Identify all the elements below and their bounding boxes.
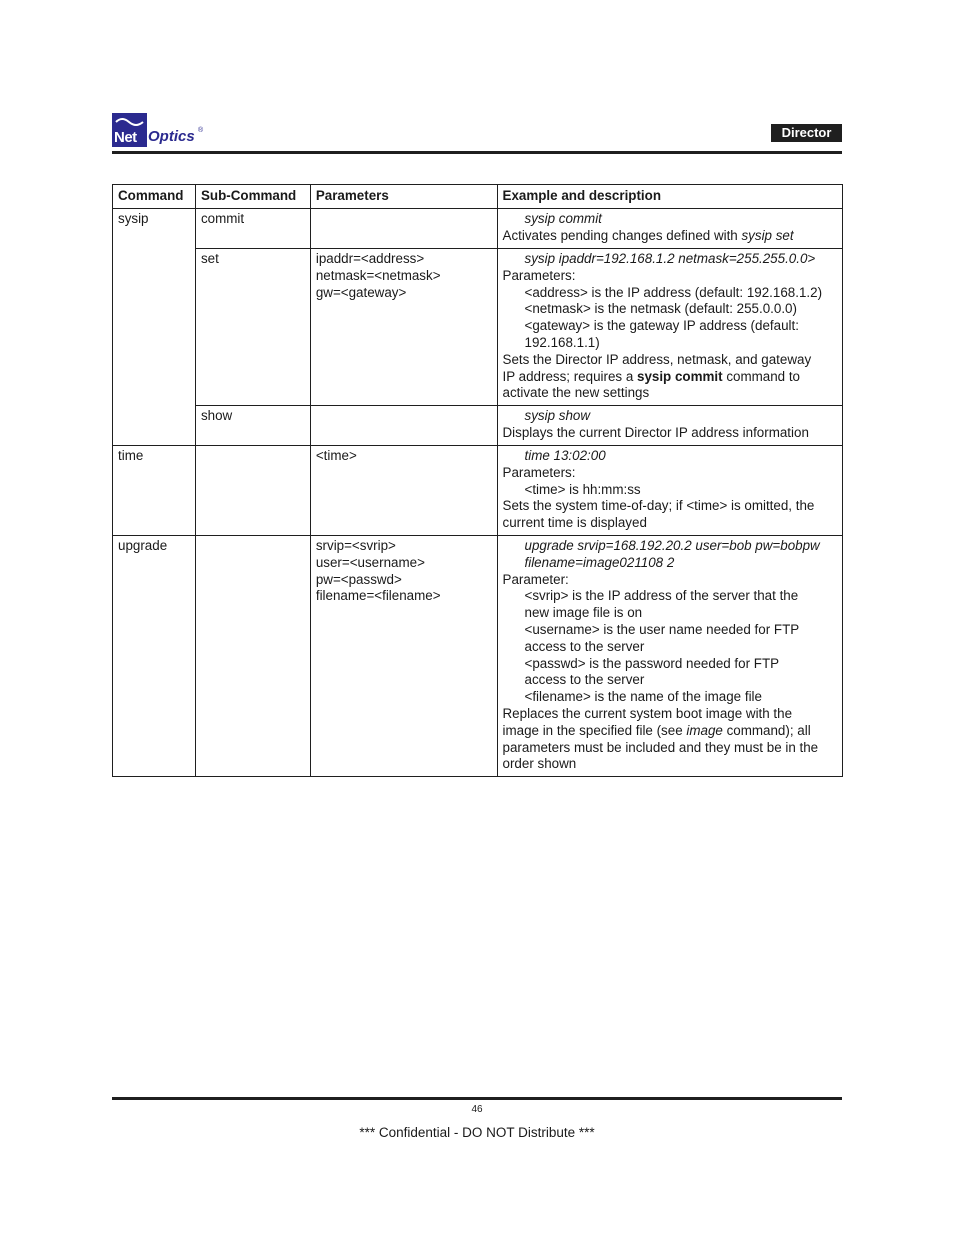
header-example-description: Example and description xyxy=(497,185,842,209)
sub-command-cell xyxy=(195,446,310,536)
parameters-cell xyxy=(310,536,497,777)
description-text: current time is displayed xyxy=(502,515,647,531)
param-line: user=<username> xyxy=(315,554,425,570)
logo-net-text: Net xyxy=(114,129,137,146)
header-command: Command xyxy=(113,185,196,209)
param-detail: 192.168.1.1) xyxy=(524,334,600,350)
param-detail: access to the server xyxy=(524,638,645,654)
example-text: sysip ipaddr=192.168.1.2 netmask=255.255.0.0> xyxy=(524,251,816,266)
header-sub-command: Sub-Command xyxy=(195,185,310,209)
confidential-notice: *** Confidential - DO NOT Distribute *** xyxy=(359,1125,595,1140)
params-label: Parameters: xyxy=(502,464,576,480)
description-text: parameters must be included and they must be in the xyxy=(502,739,819,755)
description-text: activate the new settings xyxy=(502,385,650,401)
sub-command-cell xyxy=(195,536,310,777)
header-rule xyxy=(112,151,842,154)
example-text: sysip commit xyxy=(524,211,602,226)
parameters-cell: <time> xyxy=(310,446,497,536)
command-cell: time xyxy=(113,446,196,536)
parameters-cell xyxy=(310,406,497,446)
example-cell xyxy=(497,249,842,406)
param-detail: access to the server xyxy=(524,672,645,688)
param-detail: <time> is hh:mm:ss xyxy=(524,481,641,497)
example-cell xyxy=(497,209,842,249)
example-text: sysip show xyxy=(524,408,591,423)
sub-command-cell: show xyxy=(195,406,310,446)
parameters-cell xyxy=(310,209,497,249)
description-text: Displays the current Director IP address information xyxy=(502,424,809,440)
param-detail: new image file is on xyxy=(524,605,643,621)
logo-optics-text: Optics xyxy=(148,128,195,145)
description-text: Sets the system time-of-day; if <time> is omitted, the xyxy=(502,498,815,514)
footer-rule xyxy=(112,1097,842,1100)
table-row xyxy=(113,406,843,446)
command-table xyxy=(112,184,843,777)
parameters-cell xyxy=(310,249,497,406)
param-line: srvip=<svrip> xyxy=(315,538,396,553)
param-line: netmask=<netmask> xyxy=(315,267,441,283)
description-text: Activates pending changes defined with sysip set xyxy=(502,227,794,243)
example-cell xyxy=(497,536,842,777)
netoptics-logo xyxy=(112,113,212,147)
param-line: pw=<passwd> xyxy=(315,571,402,587)
description-text: Replaces the current system boot image with the xyxy=(502,705,793,721)
wave-icon xyxy=(115,116,144,128)
description-text: image in the specified file (see image command); all xyxy=(502,722,811,738)
param-line: ipaddr=<address> xyxy=(315,251,425,266)
page-number: 46 xyxy=(471,1104,483,1115)
sub-command-cell: set xyxy=(195,249,310,406)
param-detail: <filename> is the name of the image file xyxy=(524,689,762,705)
table-row xyxy=(113,209,843,249)
registered-mark: ® xyxy=(198,127,204,134)
params-label: Parameters: xyxy=(502,267,576,283)
description-text: IP address; requires a sysip commit command to xyxy=(502,368,800,384)
param-detail: <gateway> is the gateway IP address (default: xyxy=(524,318,799,334)
table-header-row xyxy=(113,185,843,209)
param-detail: <svrip> is the IP address of the server that the xyxy=(524,588,799,604)
example-text: filename=image021108 2 xyxy=(524,554,675,570)
description-text: Sets the Director IP address, netmask, and gateway xyxy=(502,351,812,367)
command-cell: upgrade xyxy=(113,536,196,777)
param-detail: <username> is the user name needed for FTP xyxy=(524,621,800,637)
description-text: order shown xyxy=(502,756,577,772)
params-label: Parameter: xyxy=(502,571,569,587)
table-row xyxy=(113,536,843,777)
command-cell: sysip xyxy=(113,209,196,446)
param-line: gw=<gateway> xyxy=(315,284,407,300)
section-tag: Director xyxy=(771,124,842,142)
header-parameters: Parameters xyxy=(310,185,497,209)
param-detail: <passwd> is the password needed for FTP xyxy=(524,655,780,671)
table-row xyxy=(113,249,843,406)
example-text: upgrade srvip=168.192.20.2 user=bob pw=bobpw xyxy=(524,538,820,553)
sub-command-cell: commit xyxy=(195,209,310,249)
table-row xyxy=(113,446,843,536)
param-detail: <netmask> is the netmask (default: 255.0.0.0) xyxy=(524,301,797,317)
example-text: time 13:02:00 xyxy=(524,448,606,463)
param-detail: <address> is the IP address (default: 192.168.1.2) xyxy=(524,284,823,300)
example-cell xyxy=(497,446,842,536)
param-line: filename=<filename> xyxy=(315,588,441,604)
logo-mark xyxy=(112,113,147,147)
example-cell xyxy=(497,406,842,446)
